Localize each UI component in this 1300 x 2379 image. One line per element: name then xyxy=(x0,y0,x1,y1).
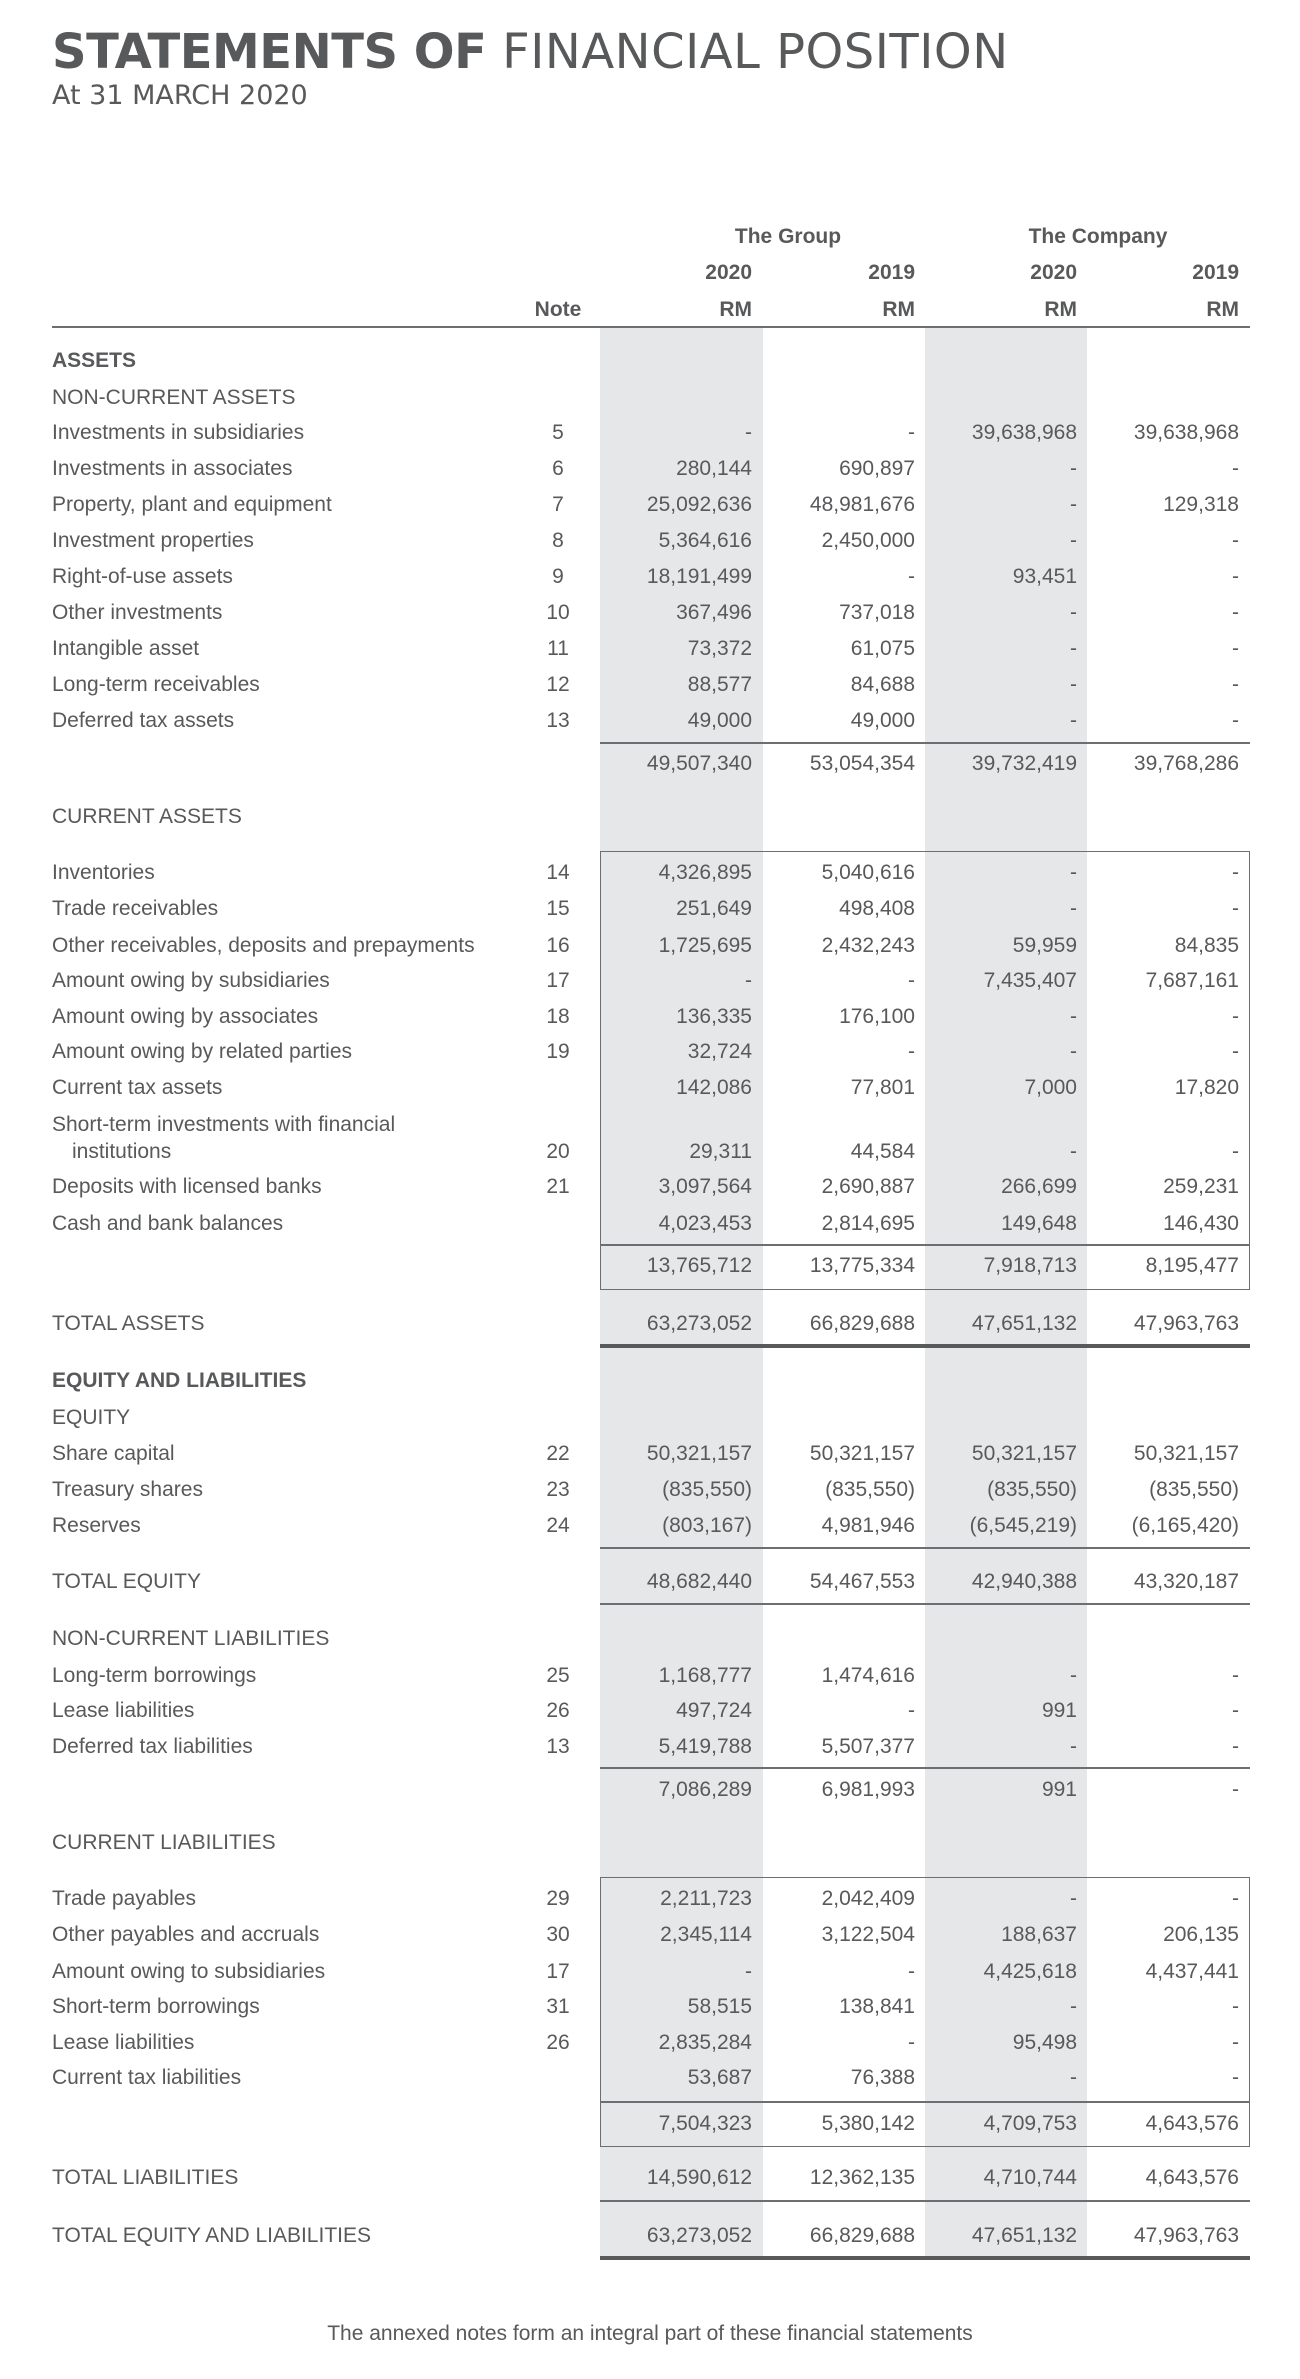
value-cell: 2,835,284 xyxy=(658,2031,752,2054)
row-label: Share capital xyxy=(52,1442,175,1465)
value-cell: - xyxy=(1232,2066,1239,2089)
value-cell: - xyxy=(1232,1735,1239,1758)
value-cell: - xyxy=(1070,1887,1077,1910)
year-header: 2020 xyxy=(1030,261,1077,284)
currency-header: RM xyxy=(1044,298,1077,321)
value-cell: 3,097,564 xyxy=(658,1175,752,1198)
value-cell: 49,507,340 xyxy=(646,752,752,775)
value-cell: - xyxy=(1232,709,1239,732)
value-cell: 4,023,453 xyxy=(658,1212,752,1235)
row-label: Other payables and accruals xyxy=(52,1923,320,1946)
note-reference: 7 xyxy=(552,493,564,516)
value-cell: - xyxy=(1070,1735,1077,1758)
value-cell: (6,165,420) xyxy=(1131,1514,1239,1537)
note-reference: 10 xyxy=(546,601,570,624)
note-reference: 12 xyxy=(546,673,570,696)
note-reference: 29 xyxy=(546,1887,570,1910)
current-liabilities-box xyxy=(600,1877,1250,2103)
value-cell: 266,699 xyxy=(1001,1175,1077,1198)
value-cell: 3,122,504 xyxy=(821,1923,915,1946)
value-cell: 39,732,419 xyxy=(971,752,1077,775)
value-cell: 12,362,135 xyxy=(809,2166,915,2189)
row-label: Trade payables xyxy=(52,1887,196,1910)
value-cell: 4,709,753 xyxy=(983,2112,1077,2135)
rule-total-liabilities xyxy=(600,2200,1250,2202)
value-cell: 50,321,157 xyxy=(646,1442,752,1465)
value-cell: - xyxy=(1070,709,1077,732)
total-equity-and-liabilities-label: TOTAL EQUITY AND LIABILITIES xyxy=(52,2224,371,2247)
value-cell: 32,724 xyxy=(687,1040,752,1063)
value-cell: - xyxy=(1232,1005,1239,1028)
value-cell: - xyxy=(908,565,915,588)
current-assets-subtotal-box xyxy=(600,1244,1250,1290)
value-cell: 991 xyxy=(1041,1778,1077,1801)
value-cell: 47,651,132 xyxy=(971,1312,1077,1335)
value-cell: 14,590,612 xyxy=(646,2166,752,2189)
row-label: Lease liabilities xyxy=(52,1699,195,1722)
rule-ncl-subtotal xyxy=(600,1767,1250,1769)
value-cell: 7,086,289 xyxy=(658,1778,752,1801)
row-label: Property, plant and equipment xyxy=(52,493,332,516)
section-assets: ASSETS xyxy=(52,349,137,372)
value-cell: 73,372 xyxy=(687,637,752,660)
value-cell: - xyxy=(1232,637,1239,660)
value-cell: 4,326,895 xyxy=(658,861,752,884)
value-cell: (835,550) xyxy=(825,1478,915,1501)
value-cell: 251,649 xyxy=(676,897,752,920)
value-cell: 39,638,968 xyxy=(1133,421,1239,444)
value-cell: (6,545,219) xyxy=(969,1514,1077,1537)
row-label: Long-term borrowings xyxy=(52,1664,257,1687)
value-cell: 58,515 xyxy=(687,1995,752,2018)
currency-header: RM xyxy=(1206,298,1239,321)
value-cell: - xyxy=(1070,673,1077,696)
value-cell: 42,940,388 xyxy=(971,1570,1077,1593)
value-cell: - xyxy=(1232,897,1239,920)
value-cell: 2,042,409 xyxy=(821,1887,915,1910)
row-label: Deferred tax liabilities xyxy=(52,1735,253,1758)
value-cell: 7,435,407 xyxy=(983,969,1077,992)
value-cell: - xyxy=(1232,565,1239,588)
footer-note: The annexed notes form an integral part of these financial statements xyxy=(327,2322,973,2345)
value-cell: 49,000 xyxy=(850,709,915,732)
rule-nca-subtotal xyxy=(600,742,1250,744)
value-cell: 49,000 xyxy=(687,709,752,732)
row-label: Other investments xyxy=(52,601,223,624)
value-cell: 48,682,440 xyxy=(646,1570,752,1593)
value-cell: 63,273,052 xyxy=(646,2224,752,2247)
total-liabilities-label: TOTAL LIABILITIES xyxy=(52,2166,239,2189)
value-cell: - xyxy=(1070,861,1077,884)
note-reference: 23 xyxy=(546,1478,570,1501)
section-non-current-assets: NON-CURRENT ASSETS xyxy=(52,386,296,409)
value-cell: 2,690,887 xyxy=(821,1175,915,1198)
row-label: Amount owing by related parties xyxy=(52,1040,352,1063)
value-cell: 76,388 xyxy=(850,2066,915,2089)
value-cell: 25,092,636 xyxy=(646,493,752,516)
value-cell: 84,835 xyxy=(1174,934,1239,957)
value-cell: 47,963,763 xyxy=(1133,2224,1239,2247)
column-company-header: The Company xyxy=(1028,225,1168,248)
value-cell: 39,638,968 xyxy=(971,421,1077,444)
value-cell: 149,648 xyxy=(1001,1212,1077,1235)
value-cell: 176,100 xyxy=(839,1005,915,1028)
value-cell: - xyxy=(1070,897,1077,920)
value-cell: 690,897 xyxy=(839,457,915,480)
value-cell: 4,981,946 xyxy=(821,1514,915,1537)
value-cell: - xyxy=(908,421,915,444)
rule-total-equity xyxy=(600,1603,1250,1605)
value-cell: - xyxy=(745,969,752,992)
value-cell: 29,311 xyxy=(689,1140,752,1163)
value-cell: - xyxy=(1070,1140,1077,1163)
row-label: Inventories xyxy=(52,861,155,884)
note-reference: 8 xyxy=(552,529,564,552)
value-cell: 39,768,286 xyxy=(1133,752,1239,775)
value-cell: 2,432,243 xyxy=(821,934,915,957)
note-reference: 16 xyxy=(546,934,570,957)
value-cell: - xyxy=(908,1960,915,1983)
value-cell: 44,584 xyxy=(850,1140,915,1163)
rule-equity xyxy=(600,1547,1250,1549)
value-cell: - xyxy=(1232,529,1239,552)
value-cell: 54,467,553 xyxy=(809,1570,915,1593)
value-cell: 50,321,157 xyxy=(1133,1442,1239,1465)
note-reference: 15 xyxy=(546,897,570,920)
value-cell: 7,000 xyxy=(1024,1076,1077,1099)
value-cell: - xyxy=(1232,1778,1239,1801)
value-cell: (803,167) xyxy=(662,1514,752,1537)
row-label: Reserves xyxy=(52,1514,141,1537)
value-cell: - xyxy=(1232,673,1239,696)
value-cell: 18,191,499 xyxy=(646,565,752,588)
value-cell: 48,981,676 xyxy=(809,493,915,516)
note-reference: 22 xyxy=(546,1442,570,1465)
current-liabilities-subtotal-box xyxy=(600,2101,1250,2147)
value-cell: - xyxy=(745,1960,752,1983)
row-label: Cash and bank balances xyxy=(52,1212,284,1235)
note-reference: 6 xyxy=(552,457,564,480)
row-label: Amount owing by associates xyxy=(52,1005,319,1028)
value-cell: 188,637 xyxy=(1001,1923,1077,1946)
value-cell: - xyxy=(1232,1699,1239,1722)
note-reference: 26 xyxy=(546,2031,570,2054)
note-reference: 17 xyxy=(546,1960,570,1983)
value-cell: - xyxy=(1070,529,1077,552)
value-cell: - xyxy=(1232,1140,1239,1163)
row-label: Lease liabilities xyxy=(52,2031,195,2054)
note-reference: 5 xyxy=(552,421,564,444)
value-cell: 5,380,142 xyxy=(821,2112,915,2135)
row-label-continued: institutions xyxy=(72,1140,172,1163)
value-cell: - xyxy=(1070,493,1077,516)
value-cell: 50,321,157 xyxy=(971,1442,1077,1465)
row-label: Amount owing by subsidiaries xyxy=(52,969,330,992)
row-label: Other receivables, deposits and prepayments xyxy=(52,934,475,957)
value-cell: 66,829,688 xyxy=(809,1312,915,1335)
value-cell: - xyxy=(908,2031,915,2054)
value-cell: 95,498 xyxy=(1012,2031,1077,2054)
value-cell: 136,335 xyxy=(676,1005,752,1028)
value-cell: - xyxy=(1232,1995,1239,2018)
note-reference: 20 xyxy=(546,1140,570,1163)
total-equity-label: TOTAL EQUITY xyxy=(52,1570,201,1593)
note-reference: 19 xyxy=(546,1040,570,1063)
value-cell: 497,724 xyxy=(676,1699,752,1722)
value-cell: 63,273,052 xyxy=(646,1312,752,1335)
value-cell: - xyxy=(1232,1664,1239,1687)
note-reference: 26 xyxy=(546,1699,570,1722)
section-non-current-liabilities: NON-CURRENT LIABILITIES xyxy=(52,1627,330,1650)
value-cell: 59,959 xyxy=(1012,934,1077,957)
value-cell: 129,318 xyxy=(1163,493,1239,516)
value-cell: 66,829,688 xyxy=(809,2224,915,2247)
value-cell: 2,814,695 xyxy=(821,1212,915,1235)
value-cell: 77,801 xyxy=(850,1076,915,1099)
current-assets-box xyxy=(600,851,1250,1246)
value-cell: 4,643,576 xyxy=(1145,2112,1239,2135)
page-subtitle: At 31 MARCH 2020 xyxy=(52,80,308,111)
note-reference: 9 xyxy=(552,565,564,588)
currency-header: RM xyxy=(882,298,915,321)
value-cell: 84,688 xyxy=(850,673,915,696)
row-label: Deposits with licensed banks xyxy=(52,1175,322,1198)
value-cell: 50,321,157 xyxy=(809,1442,915,1465)
value-cell: (835,550) xyxy=(662,1478,752,1501)
currency-header: RM xyxy=(719,298,752,321)
row-label: Amount owing to subsidiaries xyxy=(52,1960,326,1983)
value-cell: 1,725,695 xyxy=(658,934,752,957)
row-label: Treasury shares xyxy=(52,1478,203,1501)
row-label: Investments in associates xyxy=(52,457,293,480)
note-header: Note xyxy=(534,298,582,321)
value-cell: 88,577 xyxy=(687,673,752,696)
note-reference: 31 xyxy=(546,1995,570,2018)
value-cell: - xyxy=(1070,457,1077,480)
value-cell: 47,651,132 xyxy=(971,2224,1077,2247)
value-cell: 142,086 xyxy=(676,1076,752,1099)
row-label: Short-term investments with financial xyxy=(52,1113,396,1136)
value-cell: 61,075 xyxy=(850,637,915,660)
section-current-assets: CURRENT ASSETS xyxy=(52,805,242,828)
value-cell: 138,841 xyxy=(839,1995,915,2018)
value-cell: 146,430 xyxy=(1163,1212,1239,1235)
value-cell: - xyxy=(1070,2066,1077,2089)
row-label: Deferred tax assets xyxy=(52,709,235,732)
value-cell: - xyxy=(1232,1040,1239,1063)
value-cell: 47,963,763 xyxy=(1133,1312,1239,1335)
value-cell: 2,450,000 xyxy=(821,529,915,552)
row-label: Intangible asset xyxy=(52,637,200,660)
value-cell: 206,135 xyxy=(1163,1923,1239,1946)
row-label: Investments in subsidiaries xyxy=(52,421,305,444)
section-equity-and-liabilities: EQUITY AND LIABILITIES xyxy=(52,1369,307,1392)
row-label: Current tax assets xyxy=(52,1076,223,1099)
row-label: Trade receivables xyxy=(52,897,219,920)
value-cell: 43,320,187 xyxy=(1133,1570,1239,1593)
rule-total-assets xyxy=(600,1344,1250,1348)
note-reference: 30 xyxy=(546,1923,570,1946)
note-reference: 17 xyxy=(546,969,570,992)
section-equity: EQUITY xyxy=(52,1406,131,1429)
year-header: 2020 xyxy=(705,261,752,284)
value-cell: - xyxy=(908,1040,915,1063)
row-label: Right-of-use assets xyxy=(52,565,233,588)
value-cell: (835,550) xyxy=(1149,1478,1239,1501)
value-cell: 7,918,713 xyxy=(983,1254,1077,1277)
value-cell: 13,775,334 xyxy=(809,1254,915,1277)
value-cell: 17,820 xyxy=(1174,1076,1239,1099)
row-label: Investment properties xyxy=(52,529,254,552)
note-reference: 14 xyxy=(546,861,570,884)
value-cell: 6,981,993 xyxy=(821,1778,915,1801)
value-cell: 498,408 xyxy=(839,897,915,920)
row-label: Long-term receivables xyxy=(52,673,260,696)
header-rule xyxy=(52,326,1250,328)
value-cell: 5,507,377 xyxy=(821,1735,915,1758)
note-reference: 18 xyxy=(546,1005,570,1028)
value-cell: 8,195,477 xyxy=(1145,1254,1239,1277)
value-cell: - xyxy=(1232,1887,1239,1910)
value-cell: - xyxy=(1232,2031,1239,2054)
value-cell: 259,231 xyxy=(1163,1175,1239,1198)
note-reference: 24 xyxy=(546,1514,570,1537)
value-cell: 4,643,576 xyxy=(1145,2166,1239,2189)
value-cell: 991 xyxy=(1041,1699,1077,1722)
row-label: Short-term borrowings xyxy=(52,1995,260,2018)
value-cell: 5,419,788 xyxy=(658,1735,752,1758)
value-cell: 2,211,723 xyxy=(660,1887,752,1910)
value-cell: - xyxy=(908,1699,915,1722)
value-cell: 4,437,441 xyxy=(1145,1960,1239,1983)
value-cell: 53,054,354 xyxy=(809,752,915,775)
value-cell: 5,040,616 xyxy=(821,861,915,884)
value-cell: - xyxy=(1070,1005,1077,1028)
note-reference: 13 xyxy=(546,709,570,732)
value-cell: 13,765,712 xyxy=(646,1254,752,1277)
value-cell: - xyxy=(1070,601,1077,624)
value-cell: - xyxy=(1070,637,1077,660)
value-cell: 367,496 xyxy=(676,601,752,624)
value-cell: 53,687 xyxy=(687,2066,752,2089)
note-reference: 11 xyxy=(547,637,569,660)
value-cell: 1,168,777 xyxy=(658,1664,752,1687)
value-cell: 4,425,618 xyxy=(983,1960,1077,1983)
value-cell: - xyxy=(908,969,915,992)
value-cell: 280,144 xyxy=(676,457,752,480)
value-cell: 7,504,323 xyxy=(658,2112,752,2135)
value-cell: - xyxy=(1070,1995,1077,2018)
note-reference: 13 xyxy=(546,1735,570,1758)
section-current-liabilities: CURRENT LIABILITIES xyxy=(52,1831,276,1854)
value-cell: 5,364,616 xyxy=(658,529,752,552)
page-title xyxy=(52,24,1009,80)
value-cell: - xyxy=(1070,1040,1077,1063)
value-cell: - xyxy=(745,421,752,444)
year-header: 2019 xyxy=(1192,261,1239,284)
value-cell: 1,474,616 xyxy=(821,1664,915,1687)
value-cell: - xyxy=(1232,861,1239,884)
value-cell: (835,550) xyxy=(987,1478,1077,1501)
row-label: Current tax liabilities xyxy=(52,2066,242,2089)
page-title-light: FINANCIAL POSITION xyxy=(502,24,1009,80)
page-title-bold: STATEMENTS OF xyxy=(52,24,487,80)
value-cell: 93,451 xyxy=(1012,565,1077,588)
value-cell: - xyxy=(1070,1664,1077,1687)
total-assets-label: TOTAL ASSETS xyxy=(52,1312,205,1335)
note-reference: 21 xyxy=(546,1175,570,1198)
value-cell: 7,687,161 xyxy=(1145,969,1239,992)
value-cell: - xyxy=(1232,457,1239,480)
year-header: 2019 xyxy=(868,261,915,284)
column-group-header: The Group xyxy=(734,225,842,248)
rule-total-equity-and-liabilities xyxy=(600,2256,1250,2260)
value-cell: 4,710,744 xyxy=(983,2166,1077,2189)
value-cell: 737,018 xyxy=(839,601,915,624)
value-cell: 2,345,114 xyxy=(660,1923,752,1946)
value-cell: - xyxy=(1232,601,1239,624)
note-reference: 25 xyxy=(546,1664,570,1687)
